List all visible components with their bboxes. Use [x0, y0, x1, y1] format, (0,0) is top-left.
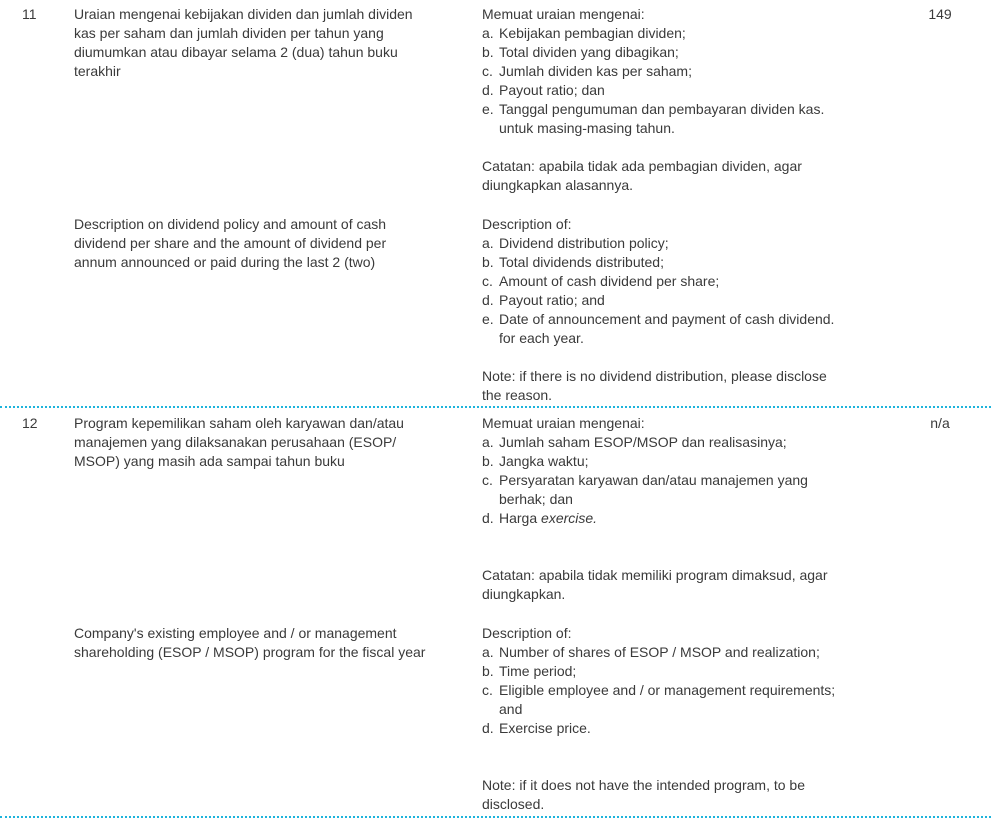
explanation-note: diungkapkan.: [482, 586, 566, 602]
list-item: b. Total dividen yang dibagikan;: [482, 44, 679, 60]
explanation-note: diungkapkan alasannya.: [482, 177, 634, 193]
list-item: e. Tanggal pengumuman dan pembayaran dividen kas. untuk masing-masing tahun.: [482, 101, 825, 136]
list-item: a. Number of shares of ESOP / MSOP and realization;: [482, 644, 820, 660]
list-item: b. Total dividends distributed;: [482, 254, 664, 270]
explanation-id: [482, 5, 892, 195]
explanation-intro: Description of:: [482, 216, 572, 232]
list-item: d. Harga exercise.: [482, 510, 598, 526]
criteria-line: shareholding (ESOP / MSOP) program for the fiscal year: [74, 644, 426, 660]
explanation-note: Note: if it does not have the intended program, to be: [482, 777, 805, 793]
explanation-id: [482, 414, 892, 604]
criteria-line: Description on dividend policy and amount of cash: [74, 216, 387, 232]
criteria-line: kas per saham dan jumlah dividen per tahun yang: [74, 25, 384, 41]
criteria-number: 11: [22, 6, 37, 22]
list-item: c. Persyaratan karyawan dan/atau manajemen yang berhak; dan: [482, 472, 808, 507]
list-item: a. Kebijakan pembagian dividen;: [482, 25, 686, 41]
page-reference: n/a: [930, 415, 950, 431]
criteria-text-en: [74, 624, 464, 662]
criteria-line: Program kepemilikan saham oleh karyawan dan/atau: [74, 415, 404, 431]
list-item: a. Jumlah saham ESOP/MSOP dan realisasinya;: [482, 434, 787, 450]
list-item: b. Time period;: [482, 663, 577, 679]
criteria-line: terakhir: [74, 63, 121, 79]
criteria-line: dividend per share and the amount of dividend per: [74, 235, 387, 251]
list-item: a. Dividend distribution policy;: [482, 235, 669, 251]
row-separator: [0, 406, 991, 408]
list-item: d. Payout ratio; and: [482, 292, 605, 308]
criteria-line: Company's existing employee and / or management: [74, 625, 397, 641]
criteria-text-id: [74, 5, 464, 81]
criteria-line: annum announced or paid during the last 2 (two): [74, 254, 376, 270]
criteria-line: manajemen yang dilaksanakan perusahaan (ESOP/: [74, 434, 397, 450]
criteria-line: Uraian mengenai kebijakan dividen dan jumlah dividen: [74, 6, 413, 22]
criteria-number: 12: [22, 415, 38, 431]
explanation-note: the reason.: [482, 387, 553, 403]
explanation-en: [482, 215, 892, 405]
criteria-text-id: [74, 414, 464, 471]
explanation-note: Catatan: apabila tidak ada pembagian dividen, agar: [482, 158, 802, 174]
list-item: c. Amount of cash dividend per share;: [482, 273, 720, 289]
list-item: c. Jumlah dividen kas per saham;: [482, 63, 692, 79]
page-reference: 149: [928, 6, 952, 22]
list-item: b. Jangka waktu;: [482, 453, 589, 469]
criteria-line: MSOP) yang masih ada sampai tahun buku: [74, 453, 345, 469]
list-item: d. Exercise price.: [482, 720, 591, 736]
explanation-intro: Description of:: [482, 625, 572, 641]
explanation-intro: Memuat uraian mengenai:: [482, 415, 645, 431]
criteria-text-en: [74, 215, 464, 272]
explanation-en: [482, 624, 892, 814]
criteria-line: diumumkan atau dibayar selama 2 (dua) tahun buku: [74, 44, 398, 60]
explanation-intro: Memuat uraian mengenai:: [482, 6, 645, 22]
explanation-note: disclosed.: [482, 796, 545, 812]
list-item: c. Eligible employee and / or management requirements; and: [482, 682, 836, 717]
explanation-note: Note: if there is no dividend distribution, please disclose: [482, 368, 827, 384]
row-separator: [0, 816, 991, 818]
list-item: d. Payout ratio; dan: [482, 82, 605, 98]
explanation-note: Catatan: apabila tidak memiliki program dimaksud, agar: [482, 567, 828, 583]
list-item: e. Date of announcement and payment of cash dividend. for each year.: [482, 311, 835, 346]
